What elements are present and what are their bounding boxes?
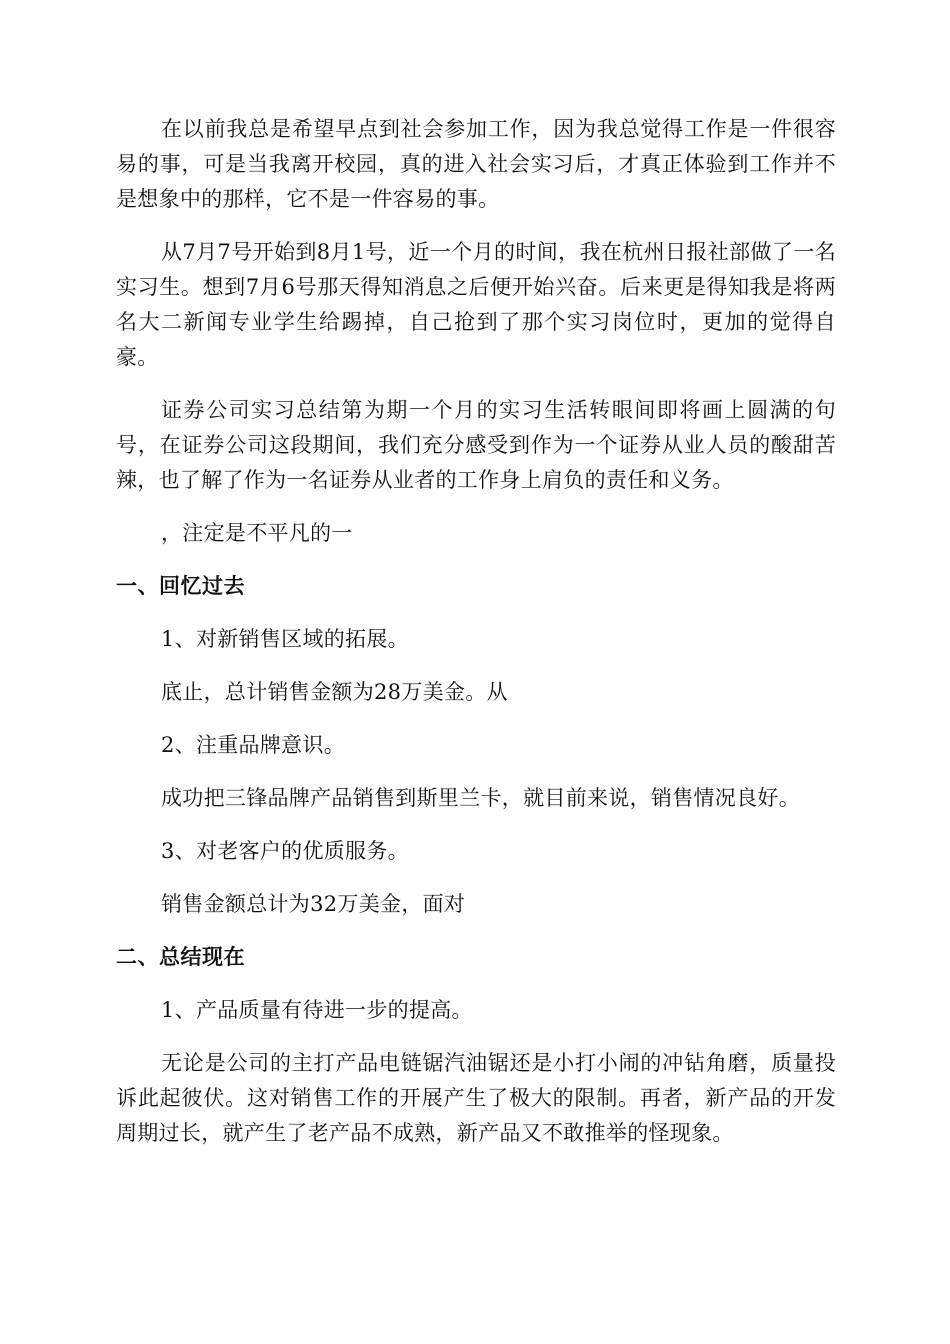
list-item-text: 成功把三锋品牌产品销售到斯里兰卡，就目前来说，销售情况良好。 — [161, 786, 800, 810]
section-heading-review-past: 一、回忆过去 — [116, 574, 245, 598]
paragraph-internship: 从7月7号开始到8月1号，近一个月的时间，我在杭州日报社部做了一名实习生。想到7月6号那天得知消息之后便开始兴奋。后来更是得知我是将两名大二新闻专业学生给踢掉，自己抢到了那个实习岗位时，更加的觉得自豪。 — [116, 240, 836, 369]
document-body — [116, 112, 836, 1169]
paragraph-fragment: ，注定是不平凡的一 — [161, 521, 353, 545]
list-item-title: 1、产品质量有待进一步的提高。 — [161, 998, 473, 1022]
list-item-text: 销售金额总计为32万美金，面对 — [161, 892, 466, 916]
list-item-title: 3、对老客户的优质服务。 — [161, 839, 409, 863]
list-item-text: 无论是公司的主打产品电链锯汽油锯还是小打小闹的冲钻角磨，质量投诉此起彼伏。这对销售工作的开展产生了极大的限制。再者，新产品的开发周期过长，就产生了老产品不成熟，新产品又不敢推举的怪现象。 — [116, 1051, 836, 1145]
section-heading-summarize-present: 二、总结现在 — [116, 945, 245, 969]
list-item-title: 2、注重品牌意识。 — [161, 733, 346, 757]
paragraph-securities: 证券公司实习总结第为期一个月的实习生活转眼间即将画上圆满的句号，在证券公司这段期间，我们充分感受到作为一个证券从业人员的酸甜苦辣，也了解了作为一名证券从业者的工作身上肩负的责任和义务。 — [116, 398, 836, 492]
list-item-title: 1、对新销售区域的拓展。 — [161, 627, 409, 651]
list-item-text: 底止，总计销售金额为28万美金。从 — [161, 680, 508, 704]
paragraph-intro: 在以前我总是希望早点到社会参加工作，因为我总觉得工作是一件很容易的事，可是当我离开校园，真的进入社会实习后，才真正体验到工作并不是想象中的那样，它不是一件容易的事。 — [116, 117, 836, 211]
